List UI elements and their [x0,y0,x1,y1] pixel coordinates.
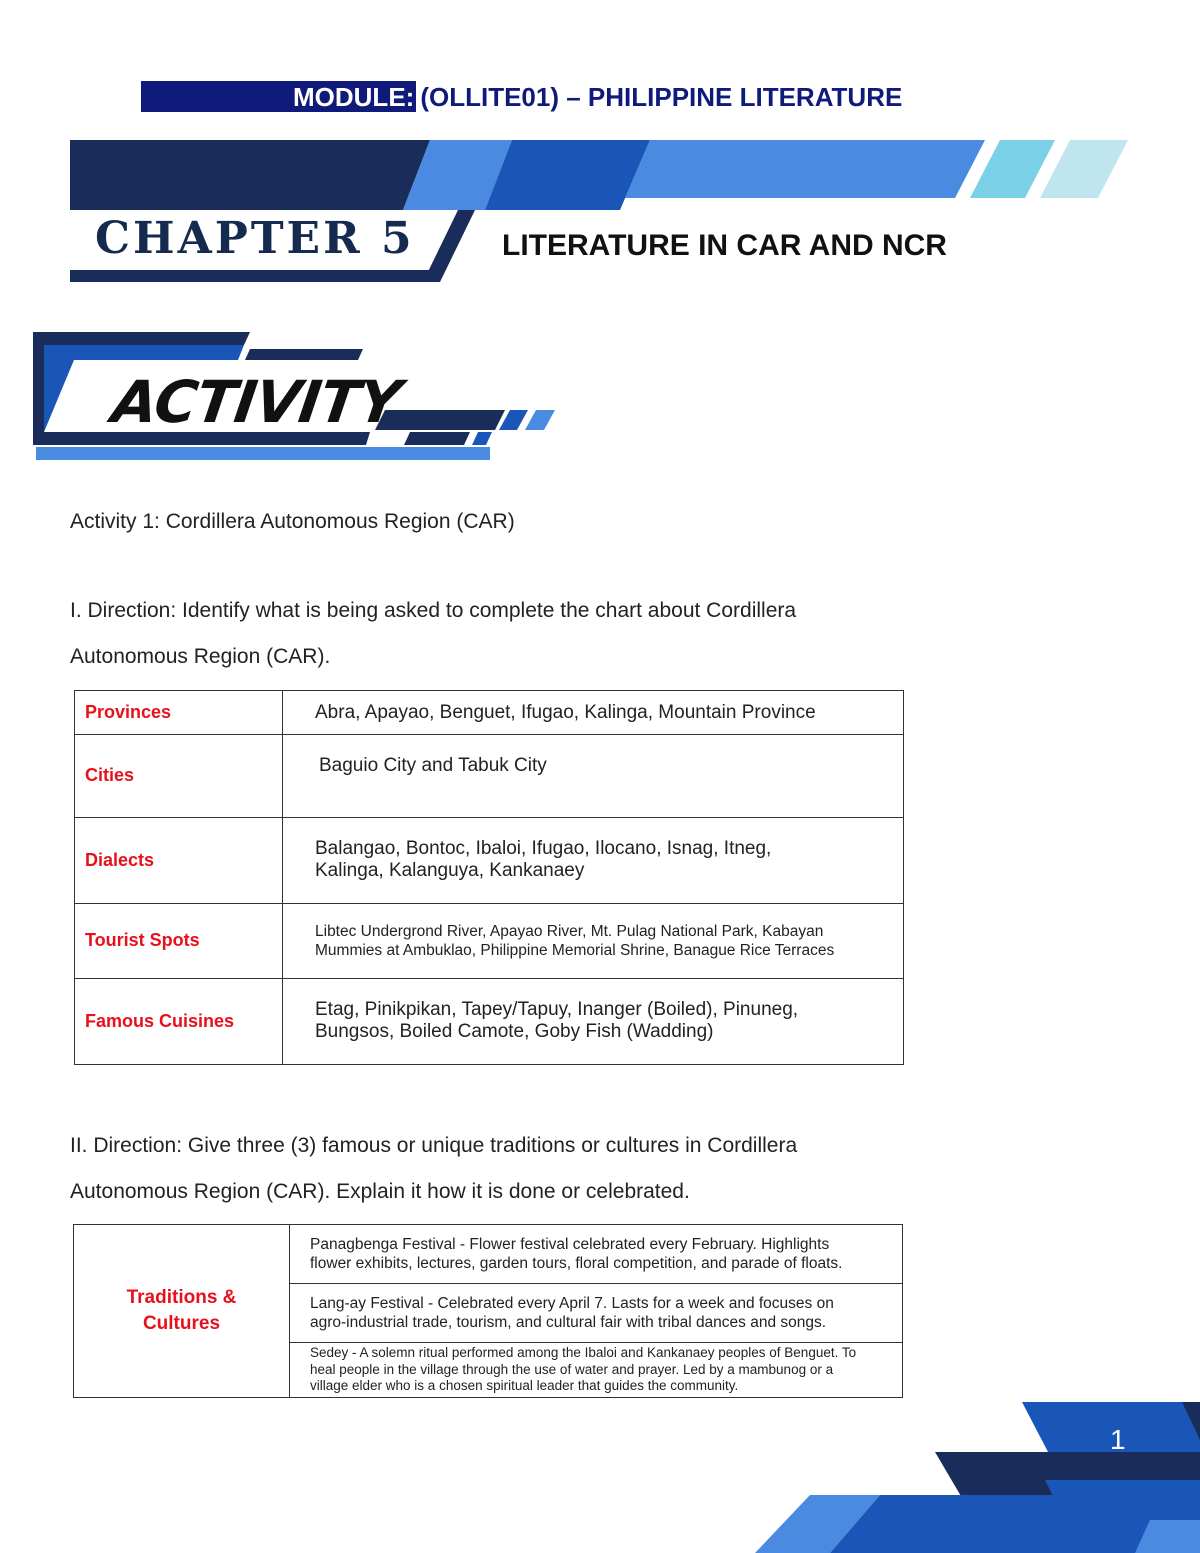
row-label: Provinces [75,691,283,735]
traditions-label [74,1225,290,1398]
table-row [75,978,904,1064]
tradition-item-text: flower exhibits, lectures, garden tours, floral competition, and parade of floats. [310,1255,843,1272]
tradition-item-text: Sedey - A solemn ritual performed among the Ibaloi and Kankanaey peoples of Benguet. To [310,1345,857,1360]
page-number: 1 [1110,1424,1126,1455]
traditions-label-text: Traditions & [126,1286,237,1308]
module-label: MODULE: [293,81,415,112]
row-value-text: Balangao, Bontoc, Ibaloi, Ifugao, Ilocano, Isnag, Itneg, [315,838,772,860]
row-value [283,691,904,735]
tradition-item [290,1343,903,1398]
module-title: (OLLITE01) – PHILIPPINE LITERATURE [420,81,903,112]
tradition-item-text: Panagbenga Festival - Flower festival celebrated every February. Highlights [310,1236,830,1253]
row-value-text: Libtec Undergrond River, Apayao River, Mt. Pulag National Park, Kabayan [315,922,824,940]
direction-1-text: Autonomous Region (CAR). [70,645,331,668]
row-value-text: Bungsos, Boiled Camote, Goby Fish (Wadding) [315,1021,714,1043]
row-value-text: Etag, Pinikpikan, Tapey/Tapuy, Inanger (Boiled), Pinuneg, [315,999,799,1021]
row-value [283,903,904,978]
row-value-text: Mummies at Ambuklao, Philippine Memorial Shrine, Banague Rice Terraces [315,941,835,959]
chapter-title: CHAPTER 5 [95,213,415,264]
row-label: Dialects [75,817,283,903]
direction-2-text: II. Direction: Give three (3) famous or unique traditions or cultures in Cordillera [70,1134,798,1157]
table-row [75,735,904,817]
direction-1-text: I. Direction: Identify what is being asked to complete the chart about Cordillera [70,599,797,622]
tradition-item [290,1284,903,1343]
direction-2-text: Autonomous Region (CAR). Explain it how it is done or celebrated. [70,1180,690,1203]
table-row [75,817,904,903]
traditions-table [73,1224,903,1398]
table-row [75,903,904,978]
row-value-text: Abra, Apayao, Benguet, Ifugao, Kalinga, Mountain Province [315,701,816,723]
row-value-text: Kalinga, Kalanguya, Kankanaey [315,860,585,882]
activity-heading: Activity 1: Cordillera Autonomous Region (CAR) [70,510,515,533]
tradition-item-text: agro-industrial trade, tourism, and cultural fair with tribal dances and songs. [310,1314,827,1331]
row-label: Tourist Spots [75,903,283,978]
row-value [283,978,904,1064]
activity-banner-title: ACTIVITY [108,368,405,436]
car-chart-table [74,690,904,1065]
table-row [74,1225,903,1284]
module-header [141,80,921,114]
table-row [75,691,904,735]
tradition-item-text: village elder who is a chosen spiritual leader that guides the community. [310,1378,739,1393]
tradition-item [290,1225,903,1284]
tradition-item-text: Lang-ay Festival - Celebrated every April 7. Lasts for a week and focuses on [310,1295,834,1312]
row-label: Famous Cuisines [75,978,283,1064]
tradition-item-text: heal people in the village through the use of water and prayer. Led by a mambunog or a [310,1361,834,1377]
row-value [283,817,904,903]
row-label: Cities [75,735,283,817]
row-value-text: Baguio City and Tabuk City [319,755,547,777]
chapter-subtitle: LITERATURE IN CAR AND NCR [502,229,947,262]
traditions-label-text: Cultures [142,1312,221,1334]
row-value [283,735,904,817]
